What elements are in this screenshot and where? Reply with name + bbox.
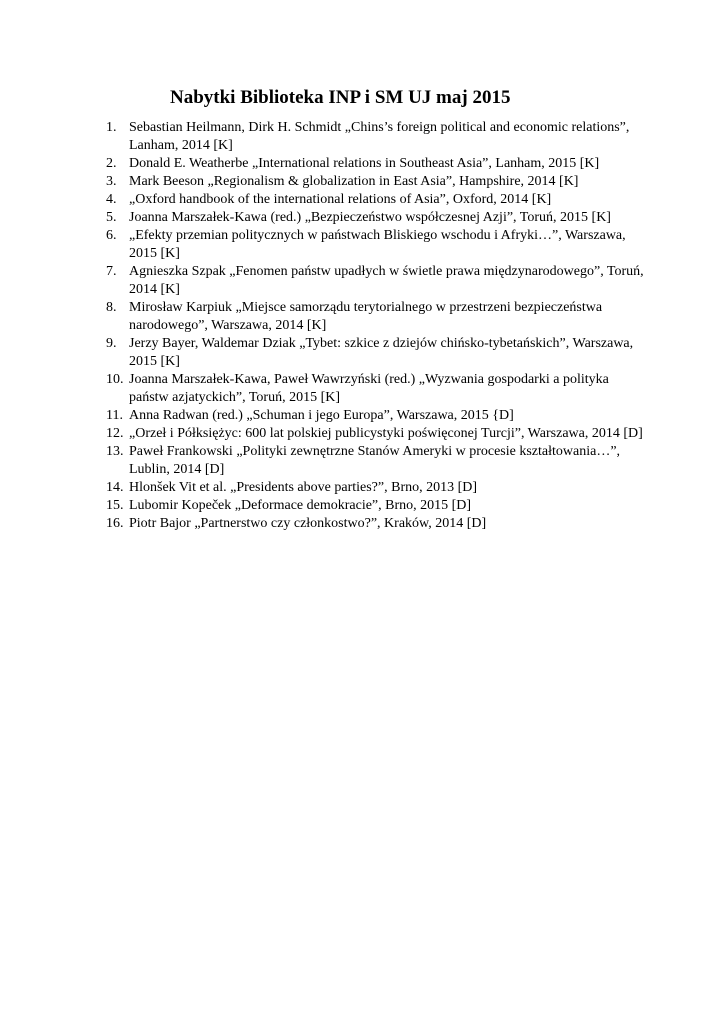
list-item-text: Hlonšek Vit et al. „Presidents above parties?”, Brno, 2013 [D]: [129, 480, 478, 495]
list-item-text: Jerzy Bayer, Waldemar Dziak „Tybet: szkice z dziejów chińsko-tybetańskich”, Warszawa, 2015 [K]: [129, 336, 634, 369]
list-item-text: Mirosław Karpiuk „Miejsce samorządu terytorialnego w przestrzeni bezpieczeństwa narodowego”, Warszawa, 2014 [K]: [129, 300, 603, 333]
list-item-text: Paweł Frankowski „Polityki zewnętrzne Stanów Ameryki w procesie kształtowania…”, Lublin, 2014 [D]: [129, 444, 621, 477]
list-item: [106, 155, 646, 173]
list-item-number: 14.: [106, 480, 124, 495]
list-item-text: Agnieszka Szpak „Fenomen państw upadłych w świetle prawa międzynarodowego”, Toruń, 2014 [K]: [129, 264, 644, 297]
acquisitions-list: [106, 119, 646, 533]
list-item-text: Joanna Marszałek-Kawa, Paweł Wawrzyński (red.) „Wyzwania gospodarki a polityka państw azjatyckich”, Toruń, 2015 [K]: [129, 372, 609, 405]
list-item-number: 11.: [106, 408, 123, 423]
list-item: [106, 407, 646, 425]
list-item-number: 6.: [106, 228, 117, 243]
list-item-number: 2.: [106, 156, 117, 171]
list-item: [106, 209, 646, 227]
list-item-text: „Efekty przemian politycznych w państwach Bliskiego wschodu i Afryki…”, Warszawa, 2015 [K]: [129, 228, 626, 261]
list-item-number: 3.: [106, 174, 117, 189]
list-item: [106, 119, 646, 155]
list-item: [106, 497, 646, 515]
list-item: [106, 263, 646, 299]
list-item-number: 10.: [106, 372, 124, 387]
list-item-number: 7.: [106, 264, 117, 279]
list-item-number: 15.: [106, 498, 124, 513]
page-title: Nabytki Biblioteka INP i SM UJ maj 2015: [170, 87, 511, 108]
list-item-number: 4.: [106, 192, 117, 207]
list-item-number: 8.: [106, 300, 117, 315]
list-item-text: Lubomir Kopeček „Deformace demokracie”, Brno, 2015 [D]: [129, 498, 472, 513]
list-item: [106, 443, 646, 479]
list-item: [106, 515, 646, 533]
list-item: [106, 173, 646, 191]
list-item: [106, 425, 646, 443]
list-item-text: Anna Radwan (red.) „Schuman i jego Europa”, Warszawa, 2015 {D]: [129, 408, 514, 423]
list-item-text: „Oxford handbook of the international relations of Asia”, Oxford, 2014 [K]: [129, 192, 552, 207]
list-item-number: 13.: [106, 444, 124, 459]
list-item-number: 12.: [106, 426, 124, 441]
list-item: [106, 227, 646, 263]
list-item-number: 5.: [106, 210, 117, 225]
list-item: [106, 479, 646, 497]
list-item: [106, 191, 646, 209]
list-item-text: Piotr Bajor „Partnerstwo czy członkostwo?”, Kraków, 2014 [D]: [129, 516, 487, 531]
list-item: [106, 371, 646, 407]
list-item-text: Joanna Marszałek-Kawa (red.) „Bezpieczeństwo współczesnej Azji”, Toruń, 2015 [K]: [129, 210, 611, 225]
list-item-number: 16.: [106, 516, 124, 531]
list-item-text: Mark Beeson „Regionalism & globalization in East Asia”, Hampshire, 2014 [K]: [129, 174, 579, 189]
list-item-number: 1.: [106, 120, 117, 135]
list-item-text: „Orzeł i Półksiężyc: 600 lat polskiej publicystyki poświęconej Turcji”, Warszawa, 2014 [D]: [129, 426, 643, 441]
list-item: [106, 335, 646, 371]
list-item-text: Donald E. Weatherbe „International relations in Southeast Asia”, Lanham, 2015 [K]: [129, 156, 600, 171]
list-item-text: Sebastian Heilmann, Dirk H. Schmidt „Chins’s foreign political and economic relations”, Lanham, 2014 [K]: [129, 120, 630, 153]
list-item-number: 9.: [106, 336, 117, 351]
list-item: [106, 299, 646, 335]
